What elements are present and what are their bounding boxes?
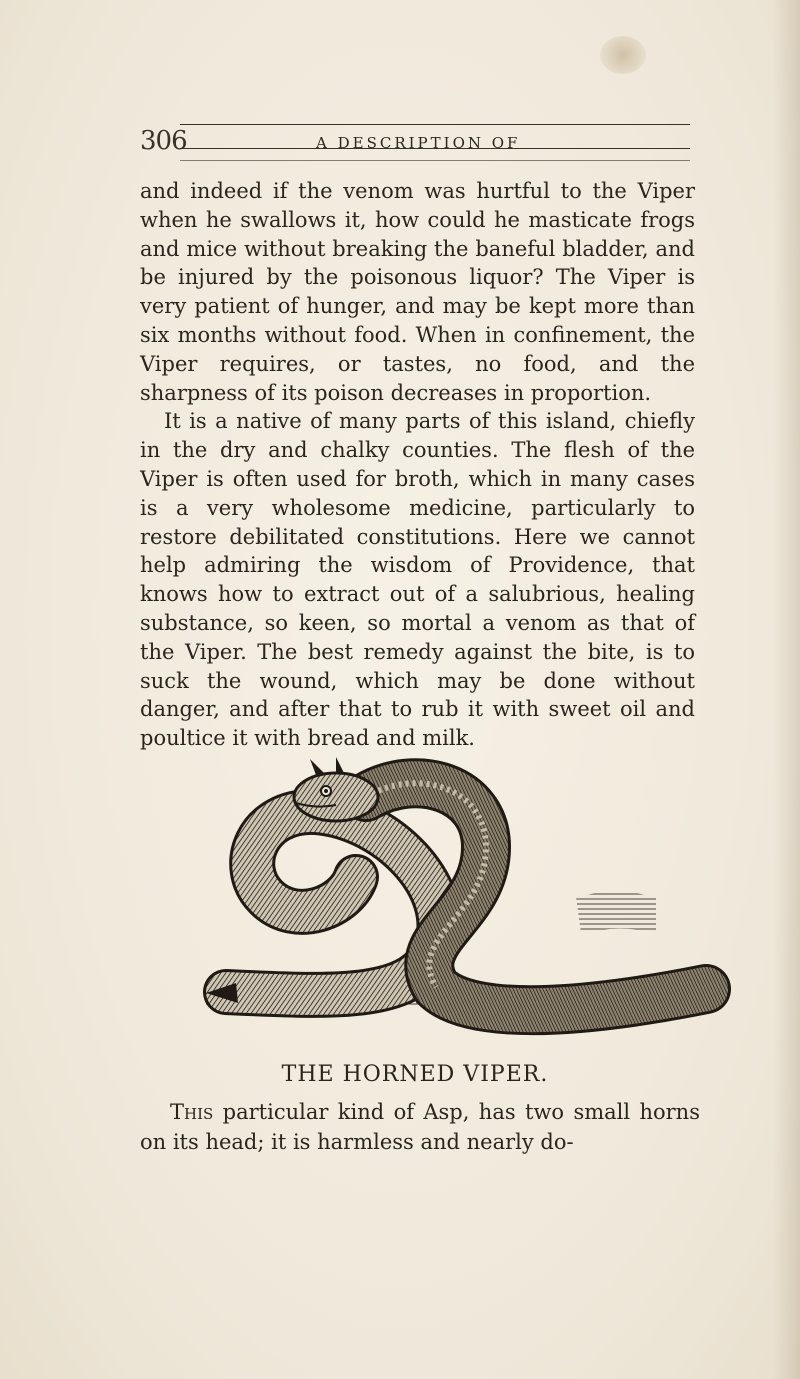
continuation-text xyxy=(140,1097,700,1157)
viper-engraving-icon xyxy=(186,757,786,1037)
page-number: 306 xyxy=(140,126,187,156)
horned-viper-illustration xyxy=(186,757,786,1037)
header-rule-top xyxy=(180,124,690,125)
paragraph xyxy=(140,1097,700,1157)
running-title: A DESCRIPTION OF xyxy=(316,134,521,152)
paper-stain xyxy=(600,36,646,74)
figure-caption xyxy=(0,1062,800,1087)
page-header xyxy=(140,126,690,166)
paragraph: It is a native of many parts of this island, chiefly in the dry and chalky counties. The flesh of the Viper is often used for broth, which in many cases is a very wholesome medicine, particularly to restore debilitated constitutions. Here we cannot help admiring the wisdom of Providence, that knows how to extract out of a salubrious, healing substance, so keen, so mortal a venom as that of the Viper. The best remedy against the bite, is to suck the wound, which may be done without danger, and after that to rub it with sweet oil and poultice it with bread and milk. xyxy=(140,409,695,751)
lead-word: This xyxy=(170,1100,214,1124)
paragraph-text: particular kind of Asp, has two small horns on its head; it is harmless and nearly do- xyxy=(140,1100,700,1154)
body-text xyxy=(140,177,695,753)
caption-text: THE HORNED VIPER. xyxy=(281,1062,549,1087)
page-edge-shadow xyxy=(772,0,800,1379)
header-rule-bottom xyxy=(180,160,690,161)
header-rule-middle xyxy=(180,148,690,149)
paragraph: and indeed if the venom was hurtful to the Viper when he swallows it, how could he masticate frogs and mice without breaking the baneful bladder, and be injured by the poisonous liquor? The Viper is very patient of hunger, and may be kept more than six months without food. When in confinement, the Viper requires, or tastes, no food, and the sharpness of its poison decreases in proportion. xyxy=(140,179,695,405)
